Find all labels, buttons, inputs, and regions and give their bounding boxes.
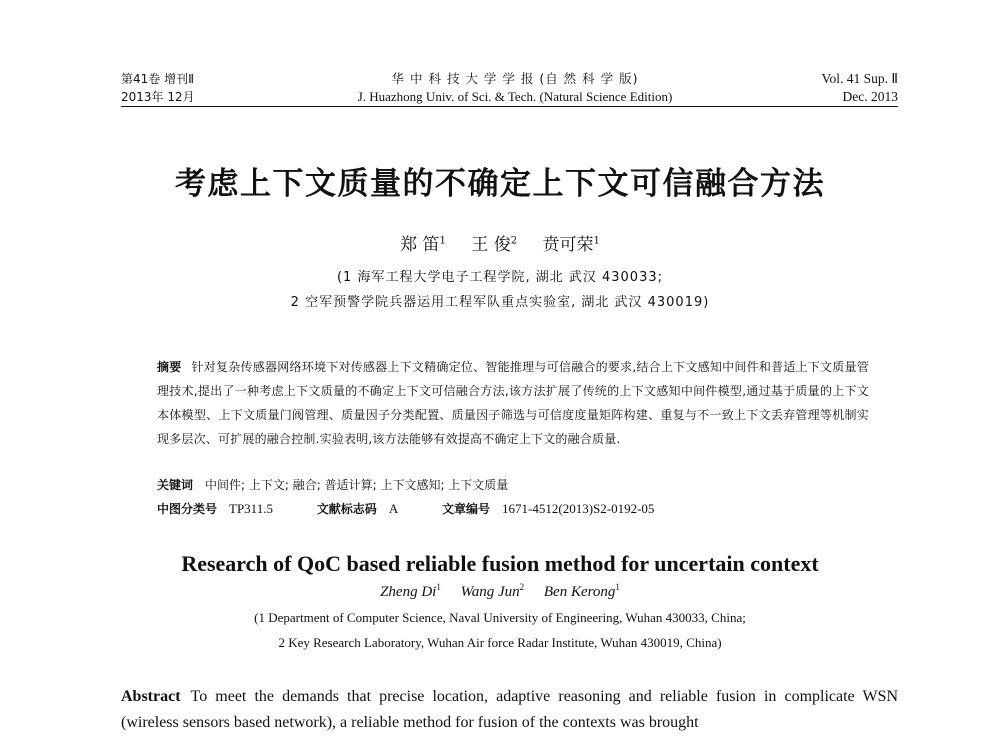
journal-volume-en: Vol. 41 Sup. Ⅱ bbox=[821, 71, 898, 86]
authors-cn bbox=[0, 230, 1000, 255]
doc-code-label: 文献标志码 bbox=[316, 502, 377, 516]
author-cn: 郑 笛$^1$ bbox=[400, 235, 446, 255]
clc-label: 中图分类号 bbox=[157, 502, 218, 516]
affiliation-en-1: (1 Department of Computer Science, Naval University of Engineering, Wuhan 430033, China; bbox=[254, 610, 746, 625]
keywords-cn-label: 关键词 bbox=[157, 478, 194, 492]
journal-volume-cn: 第41卷 增刊Ⅱ bbox=[121, 72, 194, 86]
article-number-label: 文章编号 bbox=[442, 502, 491, 516]
author-en: Ben Kerong$^1$ bbox=[543, 582, 620, 600]
affiliation-cn-2: 2 空军预警学院兵器运用工程军队重点实验室, 湖北 武汉 430019) bbox=[290, 295, 710, 310]
journal-date-cn: 2013年 12月 bbox=[121, 90, 195, 104]
classification-cn bbox=[157, 499, 869, 519]
doc-code-value: A bbox=[388, 501, 399, 516]
author-cn: 贲可荣$^1$ bbox=[542, 235, 600, 255]
author-en: Zheng Di$^1$ bbox=[380, 582, 441, 600]
affiliation-en-2: 2 Key Research Laboratory, Wuhan Air force Radar Institute, Wuhan 430019, China) bbox=[278, 635, 722, 650]
abstract-en-text: To meet the demands that precise location, adaptive reasoning and reliable fusion in complicate WSN (wireless sensors based network), a reliable method for fusion of the contexts was brought bbox=[121, 688, 898, 731]
author-en: Wang Jun$^2$ bbox=[460, 582, 525, 600]
journal-date-en: Dec. 2013 bbox=[842, 89, 898, 104]
abstract-cn-text: 针对复杂传感器网络环境下对传感器上下文精确定位、智能推理与可信融合的要求,结合上下文感知中间件和普适上下文质量管理技术,提出了一种考虑上下文质量的不确定上下文可信融合方法,该方法扩展了传统的上下文感知中间件模型,通过基于质量的上下文本体模型、上下文质量门阀管理、质量因子分类配置、质量因子筛选与可信度度量矩阵构建、重复与不一致上下文丢弃管理等机制实现多层次、可扩展的融合控制.实验表明,该方法能够有效提高不确定上下文的融合质量. bbox=[157, 360, 869, 446]
abstract-en bbox=[121, 684, 898, 736]
author-cn: 王 俊$^2$ bbox=[471, 235, 518, 255]
header-rule bbox=[121, 106, 898, 107]
abstract-cn-label: 摘要 bbox=[157, 360, 182, 374]
authors-en bbox=[0, 582, 1000, 601]
abstract-cn bbox=[157, 355, 869, 451]
affiliation-cn-1: (1 海军工程大学电子工程学院, 湖北 武汉 430033; bbox=[336, 270, 663, 285]
keywords-cn bbox=[157, 475, 869, 495]
abstract-en-label: Abstract bbox=[121, 688, 181, 705]
journal-name-cn: 华 中 科 技 大 学 学 报 (自 然 科 学 版) bbox=[391, 71, 639, 86]
paper-title-en: Research of QoC based reliable fusion method for uncertain context bbox=[181, 551, 819, 576]
paper-title-cn: 考虑上下文质量的不确定上下文可信融合方法 bbox=[175, 166, 825, 202]
keywords-cn-text: 中间件; 上下文; 融合; 普适计算; 上下文感知; 上下文质量 bbox=[205, 478, 509, 492]
clc-value: TP311.5 bbox=[229, 501, 273, 516]
journal-name-en: J. Huazhong Univ. of Sci. & Tech. (Natural Science Edition) bbox=[357, 89, 673, 104]
article-number-value: 1671-4512(2013)S2-0192-05 bbox=[502, 501, 655, 516]
